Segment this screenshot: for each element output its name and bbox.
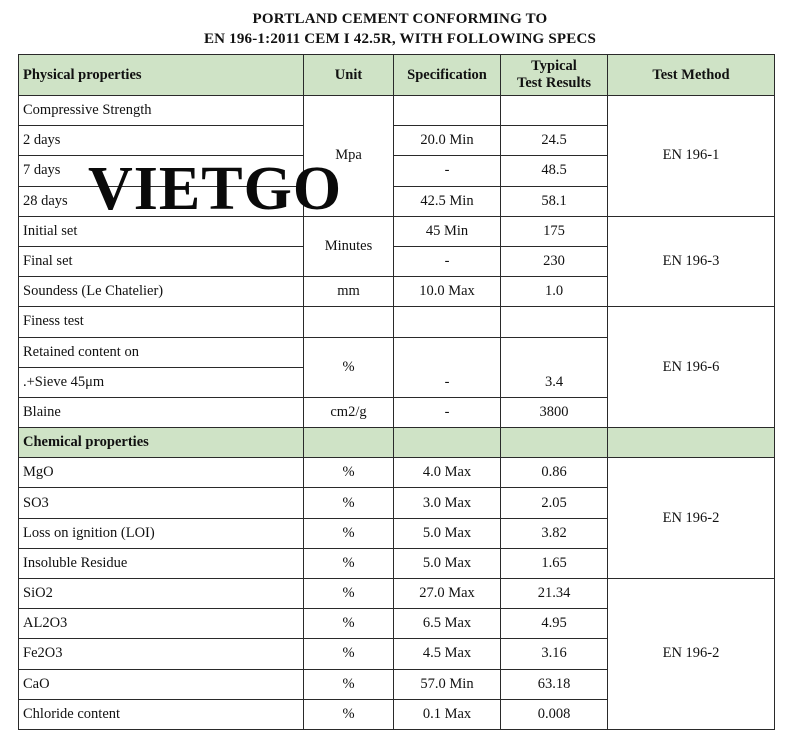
row-label: Final set xyxy=(19,246,304,276)
spec-cell: - xyxy=(394,337,501,397)
result-cell: 230 xyxy=(501,246,608,276)
spec-cell xyxy=(394,96,501,126)
result-cell: 0.86 xyxy=(501,458,608,488)
unit-cell: % xyxy=(304,548,394,578)
unit-cell: % xyxy=(304,518,394,548)
spec-cell: 4.0 Max xyxy=(394,458,501,488)
header-typical-line1: Typical xyxy=(531,58,577,74)
result-cell: 21.34 xyxy=(501,579,608,609)
row-label: 2 days xyxy=(19,126,304,156)
method-cell: EN 196-2 xyxy=(608,579,775,730)
result-cell xyxy=(501,96,608,126)
unit-cell: % xyxy=(304,458,394,488)
unit-cell: % xyxy=(304,579,394,609)
unit-cell: % xyxy=(304,669,394,699)
table-header-row xyxy=(19,55,775,96)
section-header-row xyxy=(19,428,775,458)
result-cell: 1.0 xyxy=(501,277,608,307)
row-label: Soundess (Le Chatelier) xyxy=(19,277,304,307)
header-unit: Unit xyxy=(304,55,394,96)
unit-cell xyxy=(304,307,394,337)
unit-cell: % xyxy=(304,639,394,669)
row-label: Finess test xyxy=(19,307,304,337)
method-cell: EN 196-3 xyxy=(608,216,775,307)
table-row xyxy=(19,579,775,609)
document-title-line1: PORTLAND CEMENT CONFORMING TO xyxy=(252,11,548,27)
row-label: 28 days xyxy=(19,186,304,216)
method-cell: EN 196-6 xyxy=(608,307,775,428)
header-property: Physical properties xyxy=(19,55,304,96)
unit-cell: Mpa xyxy=(304,96,394,217)
spec-cell xyxy=(394,307,501,337)
unit-cell: % xyxy=(304,337,394,397)
result-cell: 63.18 xyxy=(501,669,608,699)
result-cell xyxy=(501,307,608,337)
spec-cell: 5.0 Max xyxy=(394,518,501,548)
table-row xyxy=(19,458,775,488)
table-row xyxy=(19,307,775,337)
result-cell: 2.05 xyxy=(501,488,608,518)
method-cell: EN 196-1 xyxy=(608,96,775,217)
spec-cell: 45 Min xyxy=(394,216,501,246)
method-cell: EN 196-2 xyxy=(608,458,775,579)
row-label: Compressive Strength xyxy=(19,96,304,126)
row-label: Blaine xyxy=(19,397,304,427)
unit-cell: mm xyxy=(304,277,394,307)
result-cell: 58.1 xyxy=(501,186,608,216)
header-typical-line2: Test Results xyxy=(517,75,591,91)
result-cell: 3800 xyxy=(501,397,608,427)
spec-cell: 42.5 Min xyxy=(394,186,501,216)
spec-cell: 4.5 Max xyxy=(394,639,501,669)
result-cell: 4.95 xyxy=(501,609,608,639)
header-typical xyxy=(501,55,608,96)
vietgo-watermark: VIETGO xyxy=(88,155,343,223)
row-label: Fe2O3 xyxy=(19,639,304,669)
spec-cell: - xyxy=(394,397,501,427)
table-row xyxy=(19,96,775,126)
row-label: Initial set xyxy=(19,216,304,246)
header-method: Test Method xyxy=(608,55,775,96)
result-cell: 3.4 xyxy=(501,337,608,397)
result-cell: 1.65 xyxy=(501,548,608,578)
row-label: .+Sieve 45μm xyxy=(19,367,304,397)
result-cell: 48.5 xyxy=(501,156,608,186)
section-header-cell xyxy=(501,428,608,458)
spec-cell: 6.5 Max xyxy=(394,609,501,639)
result-cell: 3.82 xyxy=(501,518,608,548)
row-label: CaO xyxy=(19,669,304,699)
row-label: 7 days xyxy=(19,156,304,186)
row-label: Retained content on xyxy=(19,337,304,367)
header-spec: Specification xyxy=(394,55,501,96)
spec-cell: 3.0 Max xyxy=(394,488,501,518)
result-cell: 3.16 xyxy=(501,639,608,669)
spec-cell: 10.0 Max xyxy=(394,277,501,307)
spec-cell: - xyxy=(394,246,501,276)
section-header-cell xyxy=(394,428,501,458)
unit-cell: Minutes xyxy=(304,216,394,276)
row-label: Loss on ignition (LOI) xyxy=(19,518,304,548)
document-title-line2: EN 196-1:2011 CEM I 42.5R, WITH FOLLOWING SPECS xyxy=(203,31,597,47)
result-cell: 175 xyxy=(501,216,608,246)
section-header-cell xyxy=(304,428,394,458)
row-label: Insoluble Residue xyxy=(19,548,304,578)
row-label: SiO2 xyxy=(19,579,304,609)
result-cell: 24.5 xyxy=(501,126,608,156)
spec-cell: 27.0 Max xyxy=(394,579,501,609)
spec-cell: 57.0 Min xyxy=(394,669,501,699)
row-label: Chloride content xyxy=(19,699,304,729)
result-cell: 0.008 xyxy=(501,699,608,729)
spec-cell: - xyxy=(394,156,501,186)
unit-cell: % xyxy=(304,488,394,518)
row-label: SO3 xyxy=(19,488,304,518)
spec-cell: 20.0 Min xyxy=(394,126,501,156)
spec-cell: 5.0 Max xyxy=(394,548,501,578)
section-header-chemical: Chemical properties xyxy=(19,428,304,458)
row-label: AL2O3 xyxy=(19,609,304,639)
spec-cell: 0.1 Max xyxy=(394,699,501,729)
unit-cell: % xyxy=(304,699,394,729)
section-header-cell xyxy=(608,428,775,458)
unit-cell: % xyxy=(304,609,394,639)
row-label: MgO xyxy=(19,458,304,488)
unit-cell: cm2/g xyxy=(304,397,394,427)
